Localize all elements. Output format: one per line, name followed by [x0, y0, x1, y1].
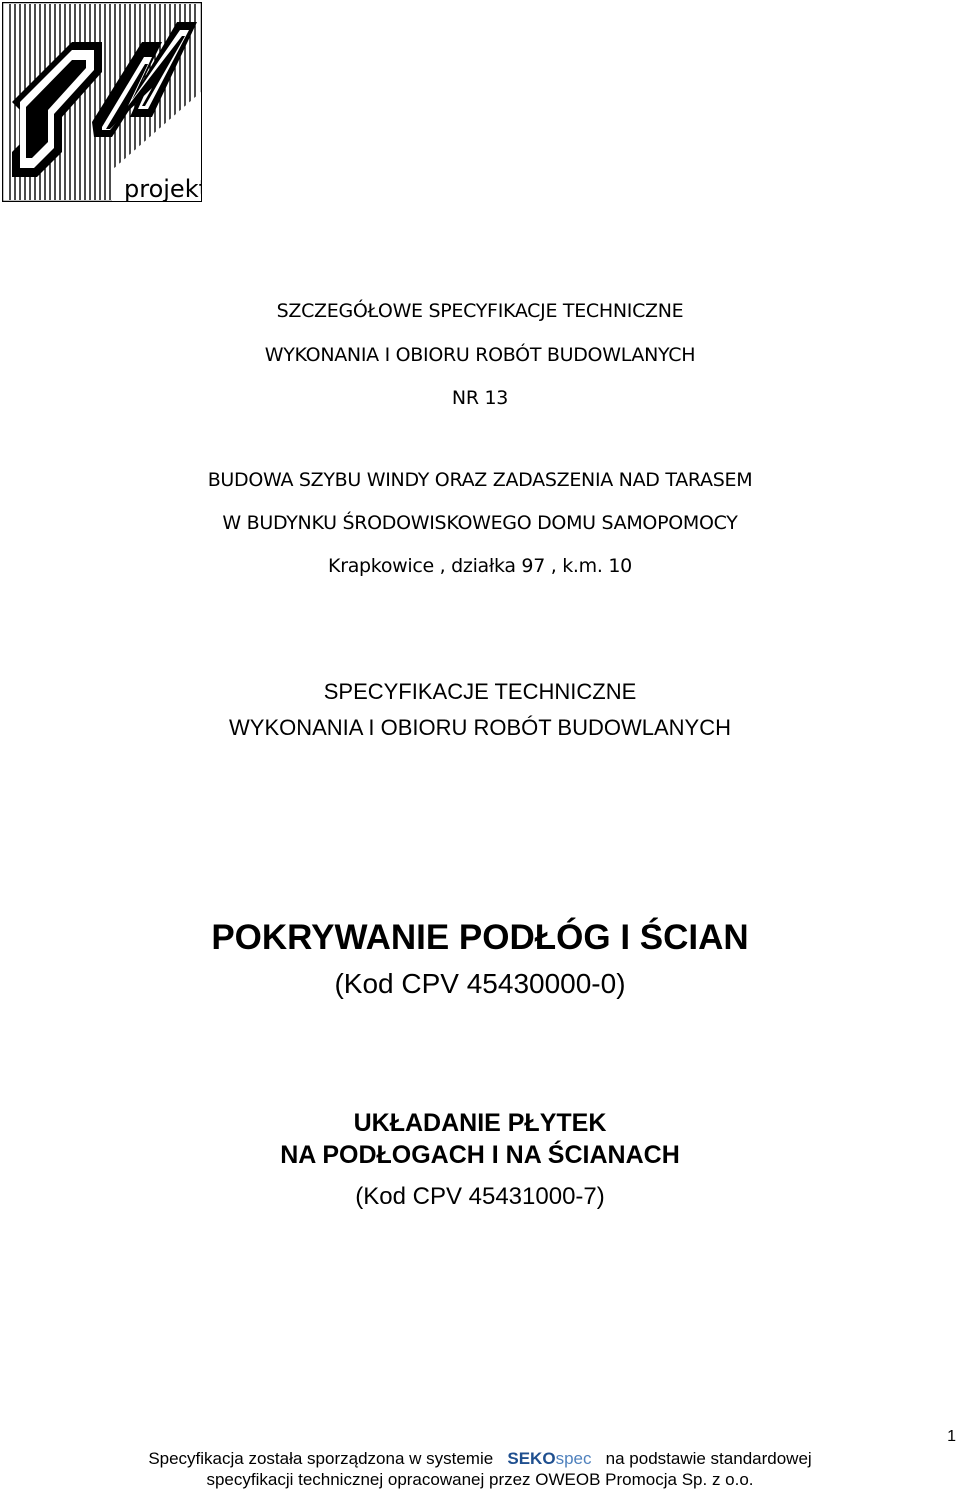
sub-section-title-line-2: NA PODŁOGACH I NA ŚCIANACH	[280, 1141, 680, 1169]
jw-projekt-logo-icon	[2, 2, 202, 202]
sub-section-title-line-1: UKŁADANIE PŁYTEK	[353, 1109, 607, 1137]
footer-text-after: na podstawie standardowej	[605, 1449, 812, 1468]
logo-text: projekt	[124, 175, 202, 202]
spec-heading-line-1: SPECYFIKACJE TECHNICZNE	[323, 679, 637, 704]
footer-brand-light: spec	[555, 1449, 592, 1468]
company-logo	[2, 2, 202, 202]
footer-brand-bold: SEKO	[507, 1449, 556, 1468]
main-section-title: POKRYWANIE PODŁÓG I ŚCIAN	[211, 918, 749, 957]
document-title-line-2: WYKONANIA I OBIORU ROBÓT BUDOWLANYCH	[264, 344, 696, 366]
main-section-code: (Kod CPV 45430000-0)	[334, 968, 626, 999]
sub-section-code: (Kod CPV 45431000-7)	[355, 1183, 605, 1210]
project-location: Krapkowice , działka 97 , k.m. 10	[328, 555, 632, 577]
page-number: 1	[947, 1428, 956, 1445]
footer-line-1	[0, 1449, 960, 1469]
footer-line-2: specyfikacji technicznej opracowanej przez OWEOB Promocja Sp. z o.o.	[206, 1470, 754, 1489]
project-name-line-1: BUDOWA SZYBU WINDY ORAZ ZADASZENIA NAD TARASEM	[207, 469, 753, 491]
footer-text-before: Specyfikacja została sporządzona w systemie	[148, 1449, 494, 1468]
document-title-line-1: SZCZEGÓŁOWE SPECYFIKACJE TECHNICZNE	[276, 300, 684, 322]
document-number: NR 13	[451, 387, 509, 409]
project-name-line-2: W BUDYNKU ŚRODOWISKOWEGO DOMU SAMOPOMOCY	[222, 512, 738, 534]
spec-heading-line-2: WYKONANIA I OBIORU ROBÓT BUDOWLANYCH	[229, 715, 731, 740]
